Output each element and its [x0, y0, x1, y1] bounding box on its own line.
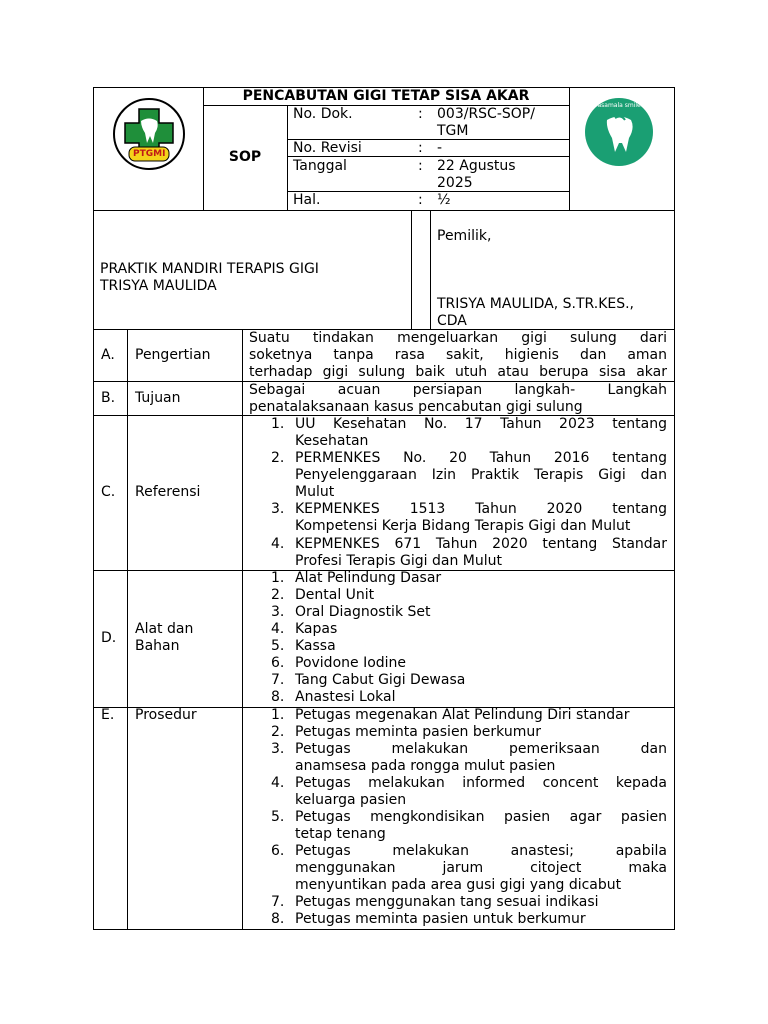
ref-1-line2: Kesehatan [295, 433, 369, 449]
step-5-line1: Petugas mengkondisikan pasien agar pasien [295, 809, 667, 825]
ref-4-line1: KEPMENKES 671 Tahun 2020 tentang Standar [295, 536, 667, 552]
sop-label: SOP [228, 149, 262, 165]
material-6-number: 6. [271, 655, 285, 671]
section-b-label: Tujuan [135, 390, 181, 406]
step-4-line2: keluarga pasien [295, 792, 407, 808]
section-d-label-line1: Alat dan [135, 621, 194, 637]
section-a-line3: terhadap gigi sulung baik utuh atau berupa sisa akar [249, 364, 667, 380]
section-b-line2: penatalaksanaan kasus pencabutan gigi sulung [249, 399, 583, 415]
field-value-tanggal: 22 Agustus [437, 158, 516, 174]
field-sep-revisi: : [418, 140, 423, 156]
material-2-number: 2. [271, 587, 285, 603]
field-value-hal: ½ [437, 192, 451, 208]
material-2: Dental Unit [295, 587, 375, 603]
step-8-number: 8. [271, 911, 285, 927]
material-6: Povidone Iodine [295, 655, 407, 671]
ref-4-line2: Profesi Terapis Gigi dan Mulut [295, 553, 502, 569]
step-7-number: 7. [271, 894, 285, 910]
material-8-number: 8. [271, 689, 285, 705]
step-6-number: 6. [271, 843, 285, 859]
section-b-letter: B. [101, 390, 116, 406]
practice-name-line2: TRISYA MAULIDA [100, 278, 217, 294]
field-value-dok-2: TGM [437, 123, 469, 139]
owner-name-line1: TRISYA MAULIDA, S.TR.KES., [437, 296, 635, 312]
step-4-number: 4. [271, 775, 285, 791]
step-2-number: 2. [271, 724, 285, 740]
step-3-line1: Petugas melakukan pemeriksaan dan [295, 741, 667, 757]
field-sep-dok: : [418, 106, 423, 122]
step-3-line2: anamsesa pada rongga mulut pasien [295, 758, 556, 774]
section-c-label: Referensi [135, 484, 201, 500]
section-d-letter: D. [101, 630, 117, 646]
field-sep-tanggal: : [418, 158, 423, 174]
step-5-line2: tetap tenang [295, 826, 386, 842]
section-a-letter: A. [101, 347, 115, 363]
owner-label: Pemilik, [437, 228, 492, 244]
rasamala-logo [585, 98, 656, 166]
section-a-line2: soketnya tanpa rasa sakit, higienis dan aman [249, 347, 667, 363]
ref-2-number: 2. [271, 450, 285, 466]
section-e-letter: E. [101, 707, 115, 723]
ref-1-number: 1. [271, 416, 285, 432]
ref-2-line1: PERMENKES No. 20 Tahun 2016 tentang [295, 450, 667, 466]
step-4-line1: Petugas melakukan informed concent kepada [295, 775, 667, 791]
sop-title: PENCABUTAN GIGI TETAP SISA AKAR [242, 88, 530, 104]
field-label-hal: Hal. [293, 192, 321, 208]
step-6-line3: menyuntikan pada area gusi gigi yang dicabut [295, 877, 622, 893]
section-a-label: Pengertian [135, 347, 211, 363]
material-5: Kassa [295, 638, 336, 654]
field-value-dok: 003/RSC-SOP/ [437, 106, 535, 122]
step-1-number: 1. [271, 707, 285, 723]
material-3: Oral Diagnostik Set [295, 604, 431, 620]
ptgmi-logo [112, 97, 186, 171]
step-7-line1: Petugas menggunakan tang sesuai indikasi [295, 894, 599, 910]
material-4-number: 4. [271, 621, 285, 637]
step-1-line1: Petugas megenakan Alat Pelindung Diri standar [295, 707, 630, 723]
owner-name-line2: CDA [437, 313, 467, 329]
material-5-number: 5. [271, 638, 285, 654]
step-2-line1: Petugas meminta pasien berkumur [295, 724, 541, 740]
step-8-line1: Petugas meminta pasien untuk berkumur [295, 911, 586, 927]
field-label-tanggal: Tanggal [293, 158, 347, 174]
field-value-tanggal-2: 2025 [437, 175, 473, 191]
ref-3-number: 3. [271, 501, 285, 517]
material-7-number: 7. [271, 672, 285, 688]
material-1-number: 1. [271, 570, 285, 586]
section-a-line1: Suatu tindakan mengeluarkan gigi sulung dari [249, 330, 667, 346]
ptgmi-logo-text: PTGMI [133, 149, 166, 159]
ref-3-line1: KEPMENKES 1513 Tahun 2020 tentang [295, 501, 667, 517]
step-5-number: 5. [271, 809, 285, 825]
section-d-label-line2: Bahan [135, 638, 180, 654]
ref-2-line2: Penyelenggaraan Izin Praktik Terapis Gigi dan [295, 467, 667, 483]
material-7: Tang Cabut Gigi Dewasa [295, 672, 466, 688]
material-4: Kapas [295, 621, 338, 637]
ref-1-line1: UU Kesehatan No. 17 Tahun 2023 tentang [295, 416, 667, 432]
material-1: Alat Pelindung Dasar [295, 570, 442, 586]
field-sep-hal: : [418, 192, 423, 208]
step-6-line1: Petugas melakukan anastesi; apabila [295, 843, 667, 859]
section-e-label: Prosedur [135, 707, 197, 723]
practice-name-line1: PRAKTIK MANDIRI TERAPIS GIGI [100, 261, 319, 277]
field-value-revisi: - [437, 140, 443, 156]
ref-3-line2: Kompetensi Kerja Bidang Terapis Gigi dan Mulut [295, 518, 631, 534]
step-3-number: 3. [271, 741, 285, 757]
material-3-number: 3. [271, 604, 285, 620]
material-8: Anastesi Lokal [295, 689, 396, 705]
ref-2-line3: Mulut [295, 484, 335, 500]
field-label-revisi: No. Revisi [293, 140, 362, 156]
section-b-line1: Sebagai acuan persiapan langkah- Langkah [249, 382, 667, 398]
rasamala-logo-text: rasamala smile care [595, 102, 656, 109]
section-c-letter: C. [101, 484, 116, 500]
ref-4-number: 4. [271, 536, 285, 552]
step-6-line2: menggunakan jarum citoject maka [295, 860, 667, 876]
field-label-dok: No. Dok. [293, 106, 353, 122]
